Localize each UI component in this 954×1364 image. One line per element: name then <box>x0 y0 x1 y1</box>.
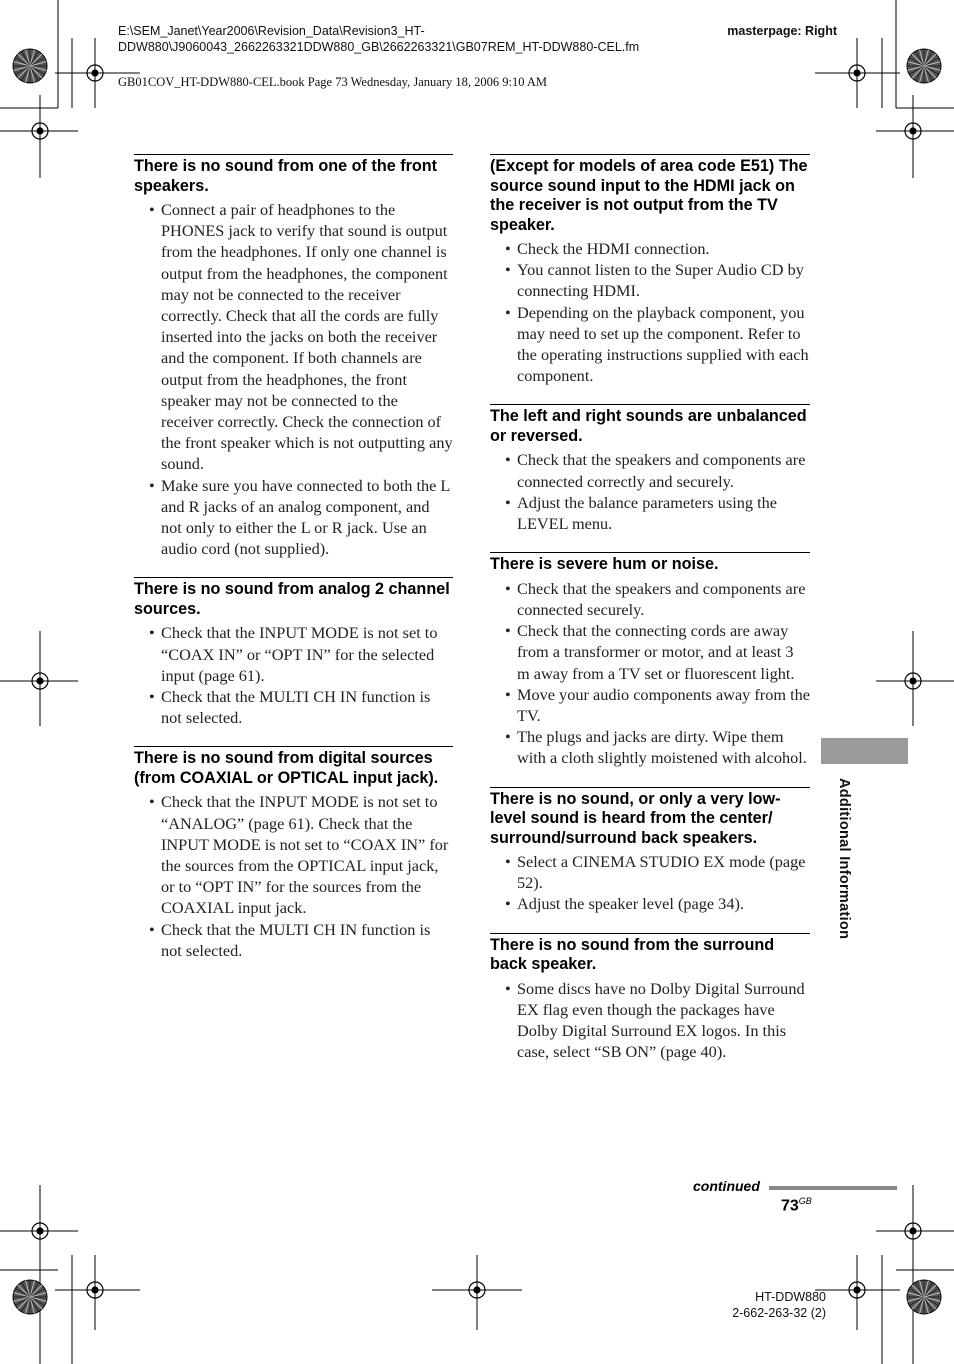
registration-dot-icon <box>854 70 860 76</box>
bullet-item: • Depending on the playback component, you may need to set up the component. Refer to the operating instructions supplied with each component. <box>517 302 810 387</box>
section-heading: There is no sound from digital sources (from COAXIAL or OPTICAL input jack). <box>134 746 453 788</box>
bullet-item: • Check that the INPUT MODE is not set to “ANALOG” (page 61). Check that the INPUT MODE is not set to “COAX IN” for the sources from the OPTICAL input jack, or to “OPT IN” for the sources from the COAXIAL input jack. <box>161 791 453 918</box>
color-registration-starburst-icon <box>13 49 47 83</box>
section-heading: (Except for models of area code E51) The source sound input to the HDMI jack on the receiver is not output from the TV speaker. <box>490 154 810 235</box>
section-heading: There is no sound from analog 2 channel sources. <box>134 577 453 619</box>
registration-dot-icon <box>37 128 43 134</box>
bullet-item: • Check that the MULTI CH IN function is not selected. <box>161 919 453 961</box>
bullet-item: • Check that the MULTI CH IN function is not selected. <box>161 686 453 728</box>
page-number-value: 73 <box>781 1197 799 1215</box>
section-heading: There is no sound from one of the front speakers. <box>134 154 453 196</box>
page-number-suffix: GB <box>798 1196 812 1206</box>
bullet-item: • Check that the INPUT MODE is not set to “COAX IN” or “OPT IN” for the selected input (page 61). <box>161 622 453 686</box>
file-path-header: E:\SEM_Janet\Year2006\Revision_Data\Revision3_HT-DDW880\J9060043_2662263321DDW880_GB\2662263321\GB07REM_HT-DDW880-CEL.fm <box>118 24 640 54</box>
bullet-item: • Move your audio components away from the TV. <box>517 684 810 726</box>
color-registration-starburst-icon <box>13 1280 47 1314</box>
color-registration-starburst-icon <box>907 49 941 83</box>
bullet-item: • Make sure you have connected to both the L and R jacks of an analog component, and not only to either the L or R jack. Use an audio cord (not supplied). <box>161 475 453 560</box>
bullet-item: • Adjust the speaker level (page 34). <box>517 893 810 914</box>
bullet-item: • Connect a pair of headphones to the PHONES jack to verify that sound is output from the headphones. If only one channel is output from the headphones, the component may not be connected to the receiver correctly. Check that all the cords are fully inserted into the jacks on both the receiver and the component. If both channels are output from the headphones, the front speaker may not be connected to the receiver correctly. Check the connection of the front speaker which is not outputting any sound. <box>161 199 453 475</box>
registration-dot-icon <box>910 1228 916 1234</box>
section-tab-label: Additional Information <box>836 778 852 940</box>
bullet-item: • Check the HDMI connection. <box>517 238 810 259</box>
part-number: 2-662-263-32 (2) <box>732 1306 826 1320</box>
registration-dot-icon <box>910 678 916 684</box>
bullet-item: • Select a CINEMA STUDIO EX mode (page 52). <box>517 851 810 893</box>
registration-dot-icon <box>474 1287 480 1293</box>
section-heading: There is severe hum or noise. <box>490 552 810 575</box>
book-info-line: GB01COV_HT-DDW880-CEL.book Page 73 Wednesday, January 18, 2006 9:10 AM <box>118 75 548 89</box>
registration-dot-icon <box>854 1287 860 1293</box>
bullet-item: • Check that the speakers and components are connected securely. <box>517 578 810 620</box>
bullet-item: • Check that the speakers and components are connected correctly and securely. <box>517 449 810 491</box>
registration-dot-icon <box>92 1287 98 1293</box>
continued-label: continued <box>693 1178 760 1194</box>
masterpage-label: masterpage: Right <box>727 24 837 38</box>
section-heading: The left and right sounds are unbalanced or reversed. <box>490 404 810 446</box>
registration-dot-icon <box>910 128 916 134</box>
bullet-item: • Check that the connecting cords are away from a transformer or motor, and at least 3 m away from a TV set or fluorescent light. <box>517 620 810 684</box>
bullet-item: • Some discs have no Dolby Digital Surround EX flag even though the packages have Dolby Digital Surround EX logos. In this case, select “SB ON” (page 40). <box>517 978 810 1063</box>
section-heading: There is no sound from the surround back speaker. <box>490 933 810 975</box>
color-registration-starburst-icon <box>907 1280 941 1314</box>
registration-dot-icon <box>92 70 98 76</box>
bullet-item: • Adjust the balance parameters using the LEVEL menu. <box>517 492 810 534</box>
model-name: HT-DDW880 <box>755 1290 826 1304</box>
registration-dot-icon <box>37 678 43 684</box>
bullet-item: • The plugs and jacks are dirty. Wipe them with a cloth slightly moistened with alcohol. <box>517 726 810 768</box>
registration-dot-icon <box>37 1228 43 1234</box>
bullet-item: • You cannot listen to the Super Audio CD by connecting HDMI. <box>517 259 810 301</box>
section-heading: There is no sound, or only a very low-level sound is heard from the center/ surround/surround back speakers. <box>490 787 810 849</box>
